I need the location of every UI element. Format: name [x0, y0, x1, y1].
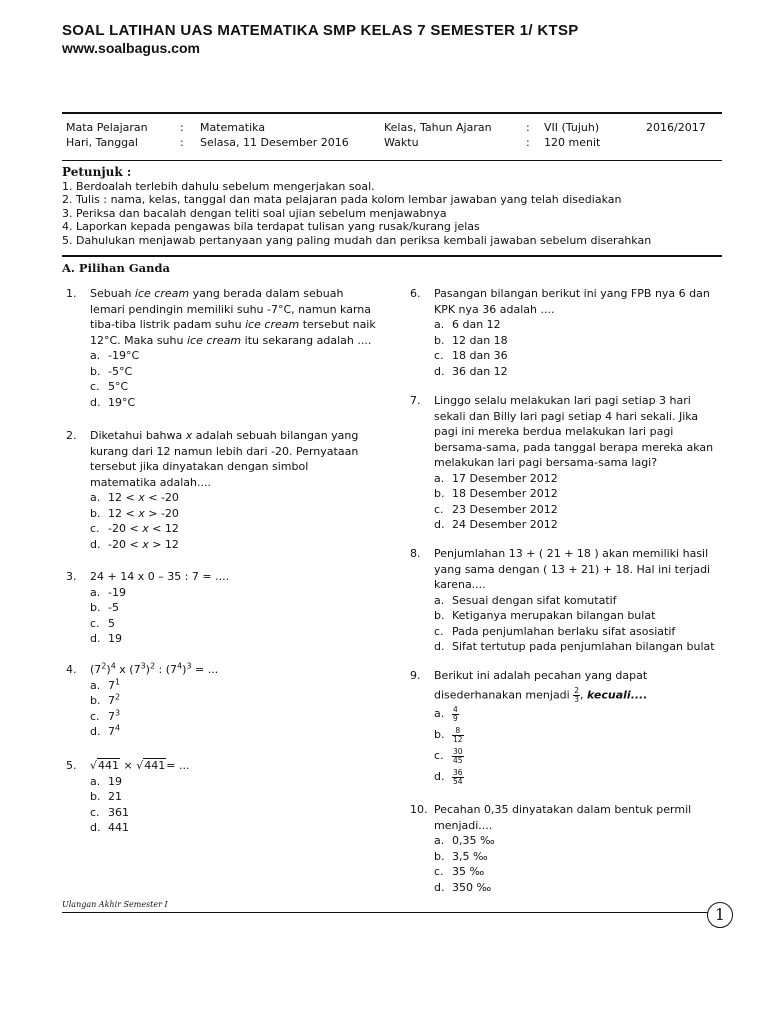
instruction-item	[62, 180, 722, 194]
option-d[interactable]: d. 24 Desember 2012	[434, 518, 558, 531]
subject-label: Mata Pelajaran	[66, 121, 148, 134]
option-d[interactable]: d. Sifat tertutup pada penjumlahan bilangan bulat	[434, 640, 715, 653]
option-b[interactable]: b. 18 Desember 2012	[434, 487, 558, 500]
subject-value: Matematika	[200, 121, 266, 134]
instructions-title: Petunjuk :	[62, 165, 132, 179]
time-value: 120 menit	[544, 136, 601, 149]
option-b[interactable]: b. $\frac{8}{12}$	[434, 725, 463, 744]
option-c[interactable]: c. 35 ‰	[434, 865, 485, 878]
option-b[interactable]: b. 12 dan 18	[434, 333, 508, 347]
year-value: 2016/2017	[646, 121, 706, 134]
instruction-item	[62, 207, 722, 221]
question-number: 3.	[66, 570, 77, 583]
document-title: SOAL LATIHAN UAS MATEMATIKA SMP KELAS 7 SEMESTER 1/ KTSP	[62, 22, 579, 39]
option-a[interactable]: a. Sesuai dengan sifat komutatif	[434, 593, 617, 607]
footer-rule	[62, 912, 708, 913]
sqrt-symbol: √441	[136, 759, 166, 772]
option-a[interactable]: a. 12 < x < -20	[90, 491, 179, 504]
colon: :	[180, 136, 184, 149]
item-text: Dahulukan menjawab pertanyaan yang paling mudah dan periksa kembali jawaban sebelum diserahkan	[76, 233, 652, 247]
option-d[interactable]: d. 19°C	[90, 395, 136, 409]
class-label: Kelas, Tahun Ajaran	[384, 121, 492, 134]
option-b[interactable]: b. 21	[90, 790, 122, 803]
option-d[interactable]: d. $\frac{36}{54}$	[434, 767, 463, 786]
footer-text: Ulangan Akhir Semester I	[62, 900, 168, 909]
option-d[interactable]: d. 19	[90, 632, 122, 645]
item-number: 3.	[62, 206, 73, 220]
option-d[interactable]: d. 36 dan 12	[434, 364, 508, 378]
question-number: 2.	[66, 429, 77, 442]
date-value: Selasa, 11 Desember 2016	[200, 136, 349, 149]
instructions	[62, 166, 722, 247]
option-c[interactable]: c. $\frac{30}{45}$	[434, 746, 463, 765]
page-number: 1	[707, 902, 733, 928]
item-number: 2.	[62, 193, 73, 206]
option-c[interactable]: c. 5	[90, 616, 115, 630]
option-b[interactable]: b. $7^2$	[90, 692, 121, 707]
document-header	[62, 22, 579, 56]
option-a[interactable]: a. 0,35 ‰	[434, 834, 495, 847]
option-b[interactable]: b. 3,5 ‰	[434, 849, 488, 863]
option-c[interactable]: c. 23 Desember 2012	[434, 502, 558, 516]
option-d[interactable]: d. 350 ‰	[434, 880, 492, 894]
top-rule	[62, 112, 722, 114]
question-number: 9.	[410, 669, 421, 682]
option-b[interactable]: b. -5°C	[90, 364, 133, 378]
instruction-item	[62, 193, 722, 207]
item-number: 4.	[62, 220, 73, 233]
item-text: Periksa dan bacalah dengan teliti soal ujian sebelum menjawabnya	[76, 206, 447, 220]
option-b[interactable]: b. Ketiganya merupakan bilangan bulat	[434, 609, 656, 622]
question-number: 10.	[410, 803, 428, 816]
question-number: 4.	[66, 663, 77, 676]
option-c[interactable]: c. -20 < x < 12	[90, 522, 179, 535]
option-b[interactable]: b. -5	[90, 601, 119, 614]
instruction-item	[62, 234, 722, 248]
option-a[interactable]: a. -19°C	[90, 349, 140, 362]
option-d[interactable]: d. $7^4$	[90, 723, 121, 738]
sqrt-symbol: √441	[90, 759, 120, 772]
option-a[interactable]: a. -19	[90, 585, 126, 599]
item-number: 5.	[62, 233, 73, 247]
item-text: Tulis : nama, kelas, tanggal dan mata pelajaran pada kolom lembar jawaban yang telah disediakan	[76, 193, 622, 206]
option-a[interactable]: a. $7^1$	[90, 676, 121, 692]
option-a[interactable]: a. $\frac{4}{9}$	[434, 704, 458, 723]
option-c[interactable]: c. 18 dan 36	[434, 349, 508, 362]
fraction: $\frac{2}{3}$	[574, 685, 579, 704]
section-title: A. Pilihan Ganda	[62, 261, 170, 275]
section-rule	[62, 255, 722, 257]
option-a[interactable]: a. 17 Desember 2012	[434, 471, 558, 485]
option-c[interactable]: c. 361	[90, 805, 129, 819]
question-number: 6.	[410, 287, 421, 300]
option-d[interactable]: d. 441	[90, 821, 129, 834]
item-text: Berdoalah terlebih dahulu sebelum mengerjakan soal.	[76, 179, 375, 193]
colon: :	[526, 121, 530, 134]
time-label: Waktu	[384, 136, 419, 149]
colon: :	[180, 121, 184, 134]
option-c[interactable]: c. $7^3$	[90, 707, 121, 723]
exam-info	[66, 120, 718, 150]
question-number: 1.	[66, 287, 77, 300]
option-a[interactable]: a. 19	[90, 774, 122, 788]
item-number: 1.	[62, 179, 73, 193]
option-a[interactable]: a. 6 dan 12	[434, 318, 501, 331]
website-link: www.soalbagus.com	[62, 40, 200, 56]
info-rule	[62, 160, 722, 161]
option-c[interactable]: c. 5°C	[90, 380, 129, 393]
question-number: 8.	[410, 547, 421, 560]
option-d[interactable]: d. -20 < x > 12	[90, 537, 179, 551]
question-number: 7.	[410, 394, 421, 407]
option-c[interactable]: c. Pada penjumlahan berlaku sifat asosiatif	[434, 624, 676, 638]
item-text: Laporkan kepada pengawas bila terdapat tulisan yang rusak/kurang jelas	[76, 220, 480, 233]
colon: :	[526, 136, 530, 149]
class-value: VII (Tujuh)	[544, 121, 600, 134]
option-b[interactable]: b. 12 < x > -20	[90, 506, 179, 520]
instruction-item	[62, 220, 722, 234]
question-number: 5.	[66, 759, 77, 772]
date-label: Hari, Tanggal	[66, 136, 138, 149]
